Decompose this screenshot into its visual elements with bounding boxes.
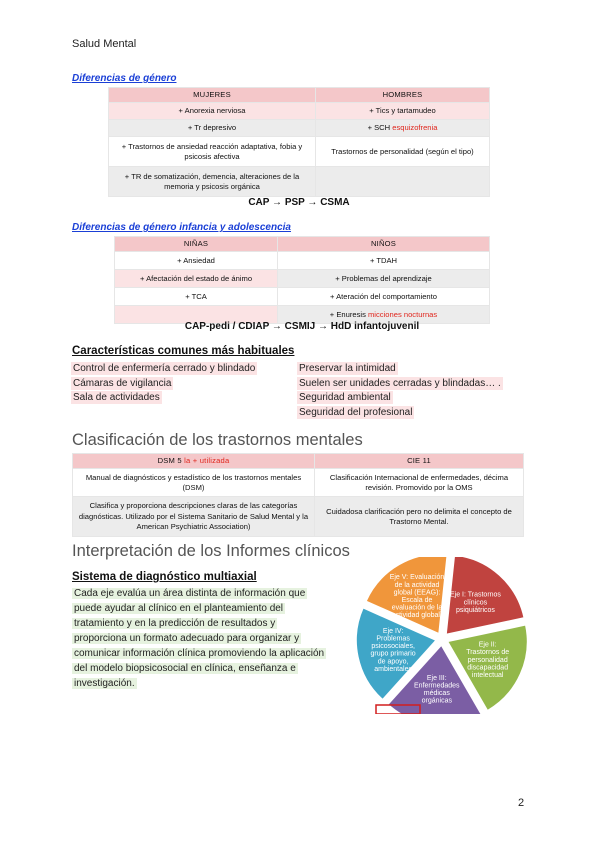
- common-right-item: Suelen ser unidades cerradas y blindadas… .: [299, 378, 501, 389]
- pie-label: psicosociales,: [371, 643, 415, 651]
- children-care-flow: CAP-pedi / CDIAP → CSMIJ → HdD infantojuvenil: [184, 321, 420, 332]
- pie-label: psiquiátricos: [455, 606, 495, 614]
- children-table: [114, 236, 490, 324]
- gender-cell: + Tics y tartamudeo: [316, 103, 490, 120]
- gender-care-flow: CAP → PSP → CSMA: [248, 197, 350, 208]
- common-left-item: Cámaras de vigilancia: [73, 378, 172, 389]
- reports-title: Interpretación de los Informes clínicos: [72, 542, 350, 560]
- pie-label: Problemas: [376, 635, 410, 643]
- gender-cell: + Anorexia nerviosa: [109, 103, 316, 120]
- common-left-item: Control de enfermería cerrado y blindado: [73, 363, 256, 374]
- red-text: esquizofrenia: [392, 123, 438, 133]
- multiaxial-title: Sistema de diagnóstico multiaxial: [72, 571, 257, 583]
- pie-label: evaluación de la: [391, 604, 443, 612]
- children-cell: + Ansiedad: [115, 252, 278, 270]
- classification-cell: Cuidadosa clarificación pero no delimita el concepto de Trastorno Mental.: [315, 497, 524, 537]
- pie-label: actividad global): [391, 612, 443, 620]
- pie-axis-1: [446, 557, 524, 635]
- children-cell: + TCA: [115, 288, 278, 306]
- pie-label: Eje II:: [478, 641, 497, 649]
- header-cie11: CIE 11: [315, 454, 524, 469]
- pie-label: de apoyo,: [377, 658, 409, 666]
- page-header: Salud Mental: [72, 38, 137, 50]
- gender-cell: [316, 167, 490, 197]
- gender-table: [108, 87, 490, 197]
- classification-table: [72, 453, 524, 537]
- gender-cell: + Trastornos de ansiedad reacción adaptativa, fobia y psicosis afectiva: [109, 137, 316, 167]
- body-line: proporciona un formato adecuado para organizar y: [74, 633, 300, 644]
- body-line: Cada eje evalúa un área distinta de información que: [74, 588, 306, 599]
- pie-label: Eje III:: [426, 674, 447, 682]
- multiaxial-pie-diagram: [354, 557, 529, 714]
- header-ninos: NIÑOS: [278, 237, 490, 252]
- pie-label: Escala de: [401, 596, 433, 604]
- pie-label: Eje V: Evaluación: [389, 574, 445, 582]
- header-hombres: HOMBRES: [316, 88, 490, 103]
- gender-cell: Trastornos de personalidad (según el tipo): [316, 137, 490, 167]
- pie-label: médicas: [423, 690, 450, 698]
- pie-label: discapacidad: [467, 664, 509, 672]
- gender-cell: [316, 120, 490, 137]
- red-text: micciones nocturnas: [367, 309, 438, 319]
- cell-text: + Enuresis: [329, 309, 368, 319]
- classification-cell: Clasificación Internacional de enfermedades, décima revisión. Promovido por la OMS: [315, 469, 524, 497]
- common-right-item: Preservar la intimidad: [299, 363, 396, 374]
- children-cell: + Afectación del estado de ánimo: [115, 270, 278, 288]
- pie-label: intelectual: [471, 672, 504, 680]
- red-text: la + utilizada: [184, 456, 230, 465]
- pie-label: Trastornos de: [466, 649, 510, 657]
- common-left-item: Sala de actividades: [73, 392, 160, 403]
- pie-label: de la actividad: [394, 581, 440, 589]
- pie-label: clínicos: [463, 599, 488, 607]
- body-line: investigación.: [74, 678, 135, 689]
- classification-cell: Manual de diagnósticos y estadístico de los trastornos mentales (DSM): [73, 469, 315, 497]
- header-dsm5: [73, 454, 315, 469]
- pie-label: Eje IV:: [382, 627, 404, 635]
- pie-label: Eje I: Trastornos: [449, 591, 501, 599]
- gender-differences-link[interactable]: Diferencias de género: [72, 73, 177, 84]
- header-mujeres: MUJERES: [109, 88, 316, 103]
- common-right-item: Seguridad ambiental: [299, 392, 391, 403]
- children-cell: + Problemas del aprendizaje: [278, 270, 490, 288]
- gender-cell: + TR de somatización, demencia, alteraciones de la memoria y psicosis orgánica: [109, 167, 316, 197]
- body-line: puede ayudar al clínico en el planteamiento del: [74, 603, 284, 614]
- pie-label: Enfermedades: [414, 682, 460, 690]
- body-line: del modelo biopsicosocial en clínica, enseñanza e: [74, 663, 296, 674]
- cell-text: DSM 5: [157, 456, 185, 465]
- pie-label: personalidad: [467, 656, 508, 664]
- pie-label: ambientales: [374, 665, 412, 673]
- pie-label: orgánicas: [421, 697, 452, 705]
- body-line: tratamiento y en la predicción de resultados y: [74, 618, 276, 629]
- common-characteristics-title: Características comunes más habituales: [72, 345, 295, 357]
- children-cell: + TDAH: [278, 252, 490, 270]
- children-cell: + Ateración del comportamiento: [278, 288, 490, 306]
- header-ninas: NIÑAS: [115, 237, 278, 252]
- body-line: comunicar información clínica promoviendo la aplicación: [74, 648, 325, 659]
- cell-text: + SCH: [367, 123, 393, 133]
- classification-title: Clasificación de los trastornos mentales: [72, 431, 363, 449]
- classification-cell: Clasifica y proporciona descripciones claras de las categorías diagnósticas. Utilizado por el Sistema Sanitario de Salud Mental y la American Psychiatric Association): [73, 497, 315, 537]
- common-right-item: Seguridad del profesional: [299, 407, 413, 418]
- pie-label: global (EEAG):: [393, 589, 441, 597]
- pie-label: grupo primario: [370, 650, 416, 658]
- page-number: 2: [518, 797, 525, 809]
- gender-cell: + Tr depresivo: [109, 120, 316, 137]
- children-differences-link[interactable]: Diferencias de género infancia y adolescencia: [72, 222, 291, 233]
